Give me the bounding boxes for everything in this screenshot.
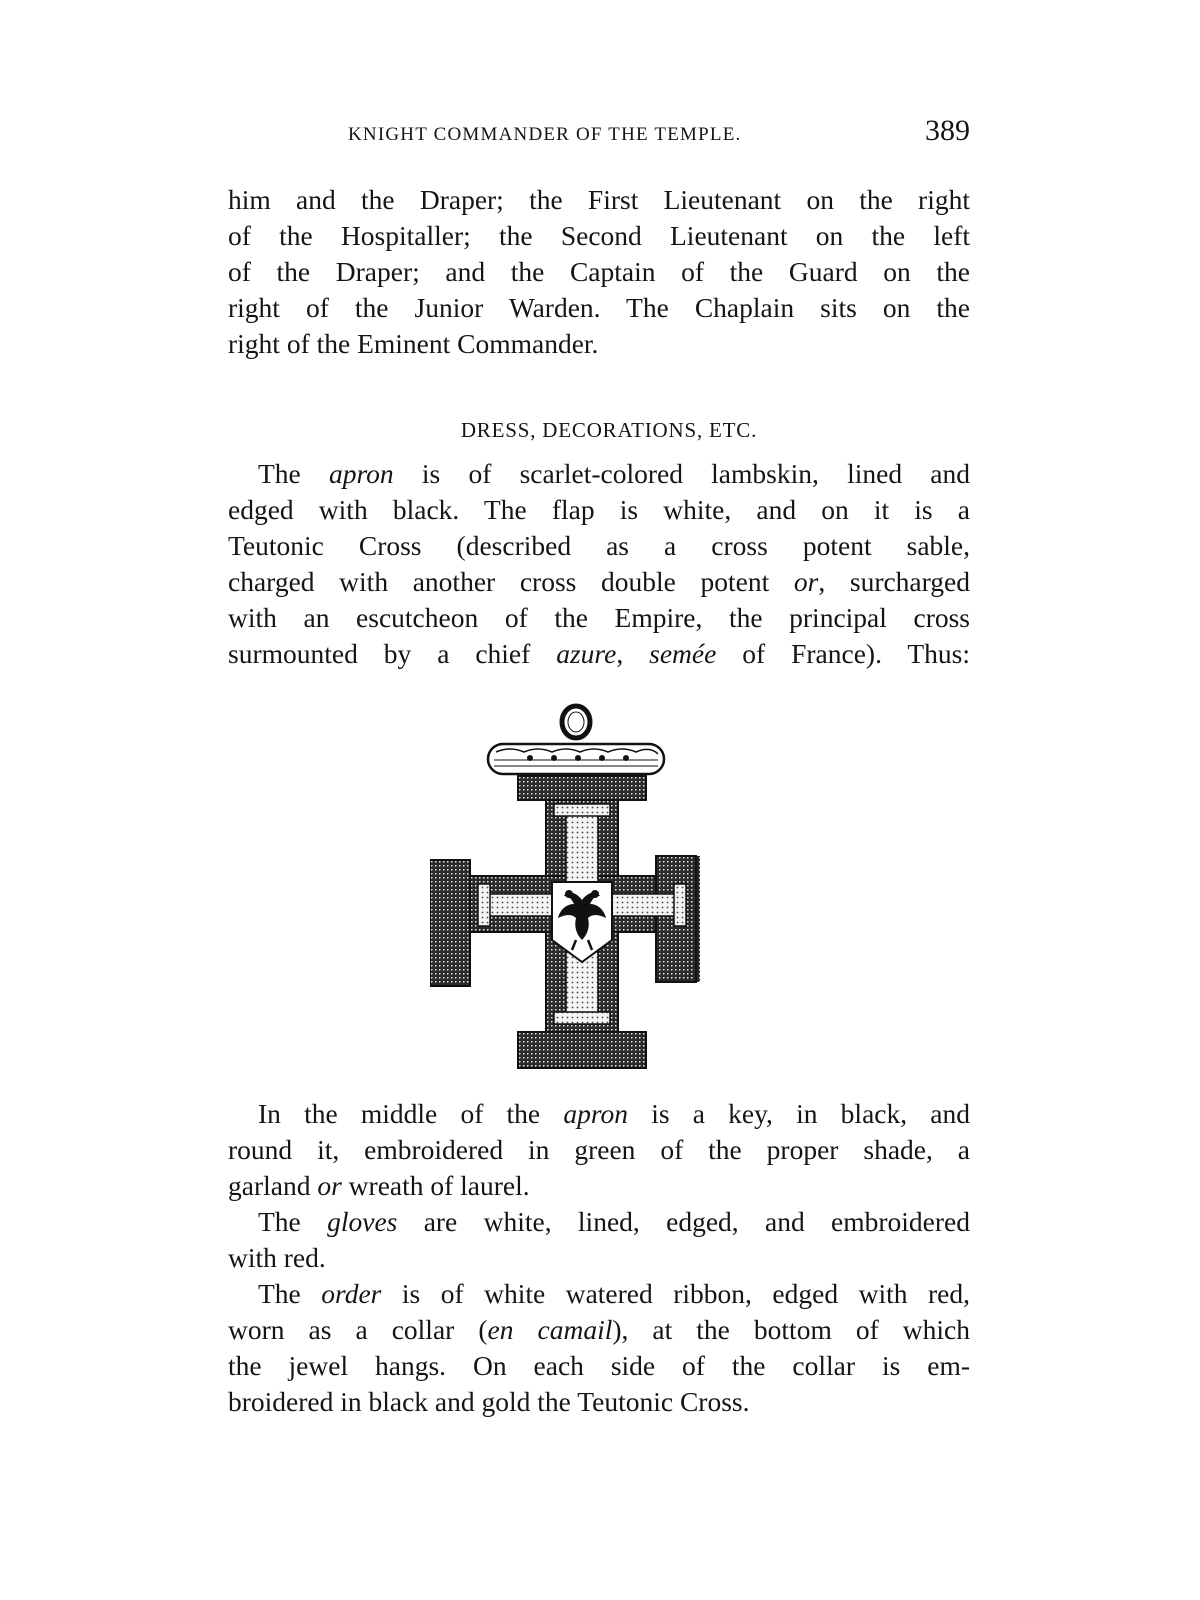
- italic-term: or: [793, 566, 819, 597]
- italic-term: apron: [328, 458, 394, 489]
- text-line: right of the Eminent Commander.: [228, 328, 599, 359]
- teutonic-cross-jewel-illustration: [430, 700, 700, 1080]
- paragraph-officers-positions: [228, 182, 970, 362]
- text-line: of the Hospitaller; the Second Lieutenant on the left: [228, 220, 970, 251]
- cloud-crown-icon: [488, 744, 664, 774]
- text-line: edged with black. The flap is white, and on it is a: [228, 494, 970, 525]
- text-line: worn as a collar (en camail), at the bottom of which: [228, 1314, 971, 1345]
- text-line: The order is of white watered ribbon, edged with red,: [258, 1278, 970, 1309]
- paragraph-order: [228, 1276, 970, 1420]
- italic-term: gloves: [327, 1206, 398, 1237]
- italic-term: or: [317, 1170, 342, 1201]
- paragraph-gloves: [228, 1204, 970, 1276]
- italic-term: semée: [649, 638, 717, 669]
- text-line: surmounted by a chief azure, semée of France). Thus:: [228, 638, 971, 669]
- paragraph-apron: [228, 456, 970, 672]
- text-line: with an escutcheon of the Empire, the principal cross: [228, 602, 970, 633]
- italic-term: apron: [563, 1098, 629, 1129]
- section-heading: DRESS, DECORATIONS, ETC.: [460, 418, 758, 442]
- italic-term: order: [321, 1278, 382, 1309]
- italic-term: azure: [556, 638, 617, 669]
- text-line: The gloves are white, lined, edged, and embroidered: [258, 1206, 970, 1237]
- page-header: [228, 114, 970, 154]
- paragraph-key: [228, 1096, 970, 1204]
- text-line: broidered in black and gold the Teutonic Cross.: [228, 1386, 750, 1417]
- text-line: with red.: [228, 1242, 326, 1273]
- text-line: of the Draper; and the Captain of the Guard on the: [228, 256, 970, 287]
- page-number: 389: [925, 114, 970, 147]
- text-line: the jewel hangs. On each side of the collar is em-: [228, 1350, 970, 1381]
- text-line: garland or wreath of laurel.: [228, 1170, 530, 1201]
- text-line: The apron is of scarlet-colored lambskin, lined and: [258, 458, 970, 489]
- text-line: right of the Junior Warden. The Chaplain sits on the: [228, 292, 970, 323]
- italic-term: en camail: [487, 1314, 613, 1345]
- text-line: charged with another cross double potent or, surcharged: [228, 566, 971, 597]
- text-line: round it, embroidered in green of the proper shade, a: [228, 1134, 970, 1165]
- suspension-ring-icon: [562, 706, 590, 738]
- teutonic-cross-figure: [430, 700, 700, 1080]
- text-line: him and the Draper; the First Lieutenant on the right: [228, 184, 970, 215]
- text-line: In the middle of the apron is a key, in black, and: [258, 1098, 970, 1129]
- text-line: Teutonic Cross (described as a cross potent sable,: [228, 530, 970, 561]
- running-head: KNIGHT COMMANDER OF THE TEMPLE.: [348, 124, 742, 145]
